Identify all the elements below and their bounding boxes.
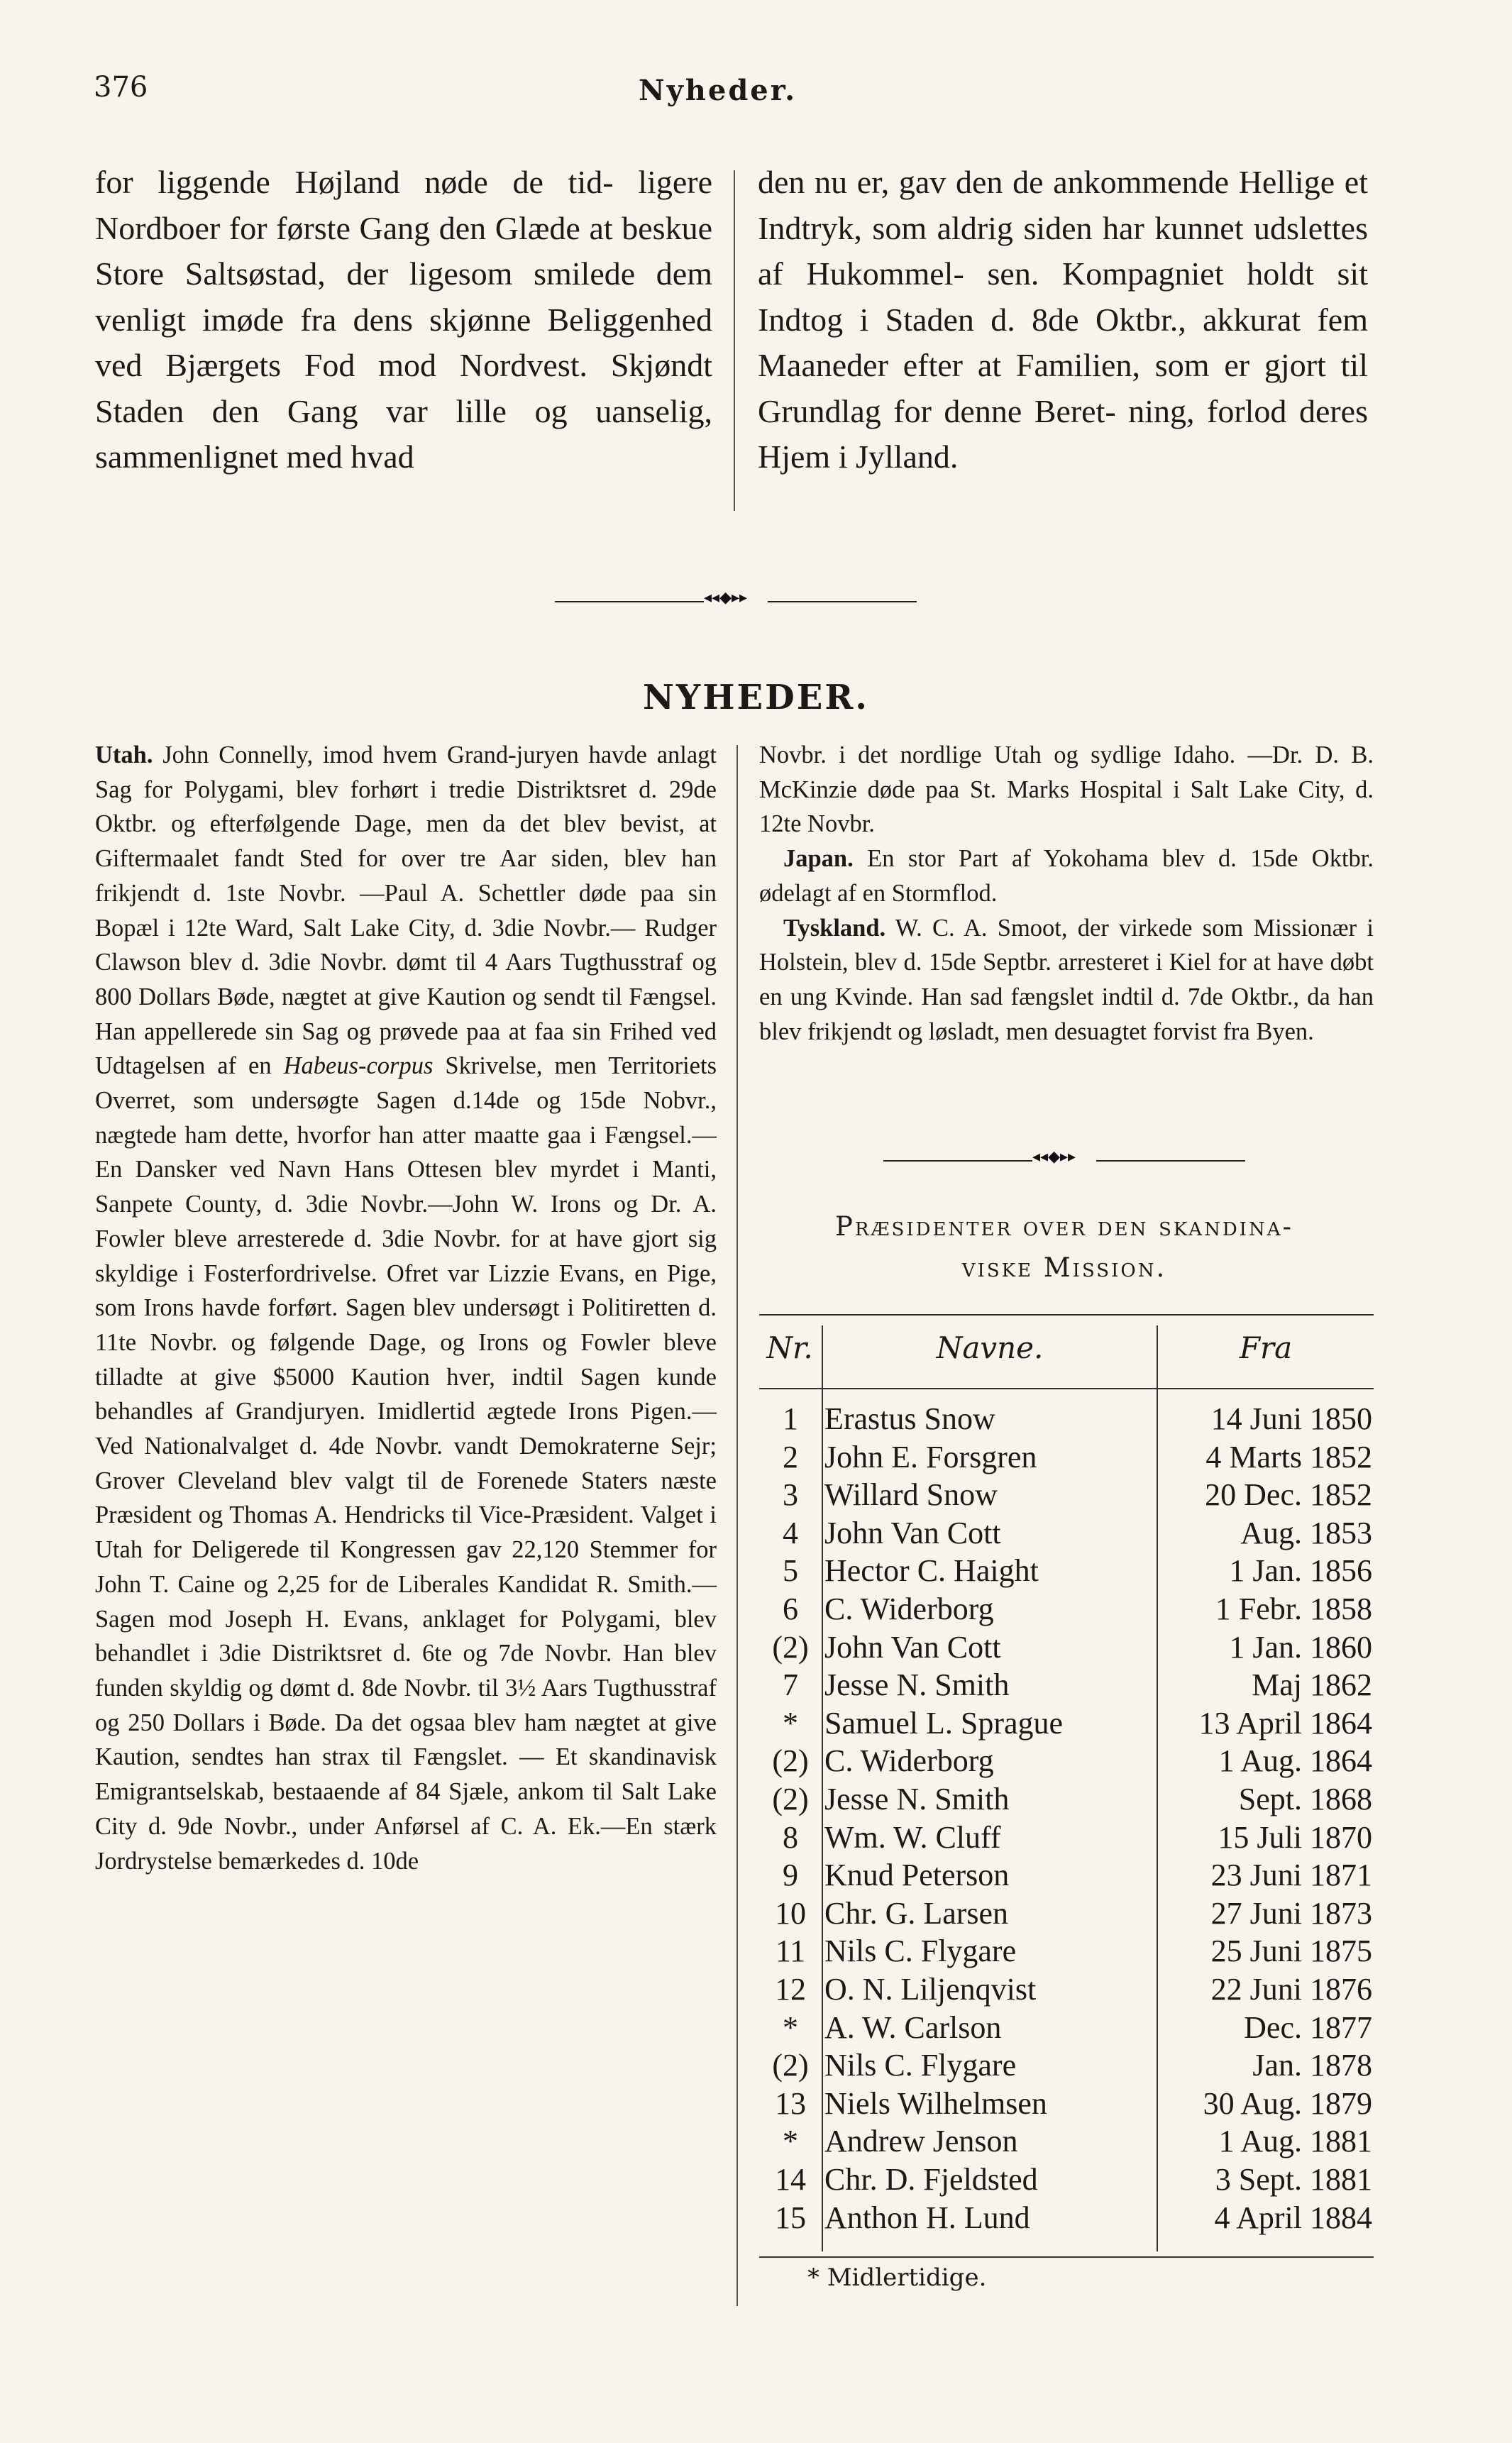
- row-number: 5: [783, 1553, 798, 1589]
- page-header: [0, 71, 1512, 114]
- row-name: Chr. D. Fjeldsted: [824, 2162, 1038, 2197]
- table-row: [759, 1742, 1374, 1780]
- news-right-column: [759, 738, 1374, 1049]
- row-number: 3: [783, 1477, 798, 1513]
- presidents-title-line2: viske Mission.: [961, 1252, 1167, 1283]
- table-row: [759, 2199, 1374, 2237]
- table-row: [759, 1552, 1374, 1590]
- news-left-column: [95, 738, 717, 1878]
- row-date: Maj 1862: [1252, 1667, 1372, 1703]
- row-number: 1: [783, 1401, 798, 1436]
- row-number: (2): [772, 1743, 809, 1779]
- row-name: Jesse N. Smith: [824, 1667, 1010, 1703]
- row-number: 14: [775, 2162, 806, 2197]
- row-number: 12: [775, 1972, 806, 2007]
- utah-label: Utah.: [95, 741, 153, 768]
- row-date: 1 Jan. 1856: [1229, 1553, 1372, 1589]
- table-row: [759, 2161, 1374, 2199]
- row-date: 4 April 1884: [1214, 2200, 1372, 2235]
- running-head: Nyheder.: [639, 74, 798, 107]
- row-name: C. Widerborg: [824, 1592, 994, 1626]
- utah-text-1: John Connelly, imod hvem Grand-juryen havde anlagt Sag for Polygami, blev forhørt i tredie Distriktsret d. 29de Oktbr. og efterfølgende Dage, men da det blev bevist, at Giftermaalet fandt Sted for over tre Aar siden, blev han frikjendt d. 1ste Novbr. —Paul A. Schettler døde paa sin Bopæl i 12te Ward, Salt Lake City, d. 3die Novbr.— Rudger Clawson blev d. 3die Novbr. dømt til 4 Aars Tugthusstraf og 800 Dollars Bøde, nægtet at give Kaution og sendt til Fængsel. Han appellerede sin Sag og prøvede paa at faa sin Frihed ved Udtagelsen af en: [95, 741, 717, 1080]
- row-name: O. N. Liljenqvist: [824, 1972, 1037, 2007]
- japan-label: Japan.: [783, 845, 854, 873]
- row-name: Samuel L. Sprague: [824, 1705, 1064, 1741]
- row-name: Nils C. Flygare: [824, 2048, 1017, 2083]
- row-date: 1 Aug. 1881: [1218, 2124, 1372, 2159]
- utah-text-2: Skrivelse, men Territoriets Overret, som undersøgte Sagen d.14de og 15de Nobvr., nægtede ham dette, hvorfor han atter maatte gaa i Fængsel.—En Dansker ved Navn Hans Ottesen blev myrdet i Manti, Sanpete County, d. 3die Novbr.—John W. Irons og Dr. A. Fowler bleve arresterede d. 3die Novbr. for at have gjort sig skyldige i Fosterfordrivelse. Ofret var Lizzie Evans, en Pige, som Irons havde forført. Sagen blev undersøgt i Politiretten d. 11te Novbr. og følgende Dage, og Irons og Fowler bleve tilladte at give $5000 Kaution hver, indtil Sagen kunde behandles af Grandjuryen. Imidlertid ægtede Irons Pigen.—Ved Nationalvalget d. 4de Novbr. vandt Demokraterne Sejr; Grover Cleveland blev valgt til de Forenede Staters næste Præsident og Thomas A. Hendricks til Vice-Præsident. Valget i Utah for Deligerede til Kongressen gav 22,120 Stemmer for John T. Caine og 2,25 for de Liberales Kandidat R. Smith.—Sagen mod Joseph H. Evans, anklaget for Polygami, blev behandlet i 3die Distriktsret d. 6te og 7de Novbr. Han blev funden skyldig og dømt d. 8de Novbr. til 3½ Aars Tugthusstraf og 250 Dollars i Bøde. Da det ogsaa blev ham nægtet at give Kaution, sendtes han strax til Fængslet. — Et skandinavisk Emigrantselskab, bestaaende af 84 Sjæle, ankom til Salt Lake City d. 9de Novbr., under Anførsel af C. A. Ek.—En stærk Jordrystelse bemærkedes d. 10de: [95, 1052, 717, 1875]
- row-number: 7: [783, 1667, 798, 1703]
- section-title: NYHEDER.: [643, 678, 869, 717]
- germany-paragraph: [759, 911, 1374, 1049]
- row-number: (2): [772, 1782, 809, 1816]
- row-date: 23 Juni 1871: [1210, 1858, 1372, 1893]
- row-number: *: [783, 2009, 798, 2045]
- row-name: John Van Cott: [824, 1515, 1001, 1550]
- germany-label: Tyskland.: [783, 914, 886, 942]
- table-row: [759, 1895, 1374, 1933]
- table-row: [759, 1438, 1374, 1477]
- row-name: John Van Cott: [824, 1629, 1001, 1665]
- header-nr: Nr.: [766, 1330, 813, 1365]
- table-row: [759, 1780, 1374, 1819]
- row-name: Jesse N. Smith: [824, 1782, 1010, 1816]
- utah-paragraph: [95, 738, 717, 1878]
- table-row: [759, 1932, 1374, 1970]
- row-number: 8: [783, 1819, 798, 1855]
- row-name: Nils C. Flygare: [824, 1934, 1017, 1969]
- row-date: 1 Febr. 1858: [1215, 1592, 1372, 1626]
- row-name: Wm. W. Cluff: [824, 1819, 1001, 1855]
- column-divider-bottom: [736, 745, 738, 2306]
- japan-paragraph: [759, 842, 1374, 910]
- row-date: 3 Sept. 1881: [1215, 2162, 1372, 2197]
- row-number: 13: [775, 2085, 806, 2121]
- row-number: *: [783, 1705, 798, 1741]
- row-date: 1 Jan. 1860: [1229, 1629, 1372, 1665]
- table-row: [759, 1970, 1374, 2009]
- row-number: (2): [772, 1629, 809, 1665]
- table-row: [759, 2009, 1374, 2047]
- table-row: [759, 1856, 1374, 1895]
- row-number: 9: [783, 1858, 798, 1893]
- table-row: [759, 1590, 1374, 1628]
- table-top-rule: [759, 1314, 1374, 1316]
- row-name: Knud Peterson: [824, 1858, 1010, 1893]
- top-left-column: [95, 160, 712, 480]
- table-row: [759, 2122, 1374, 2161]
- presidents-title: [759, 1206, 1369, 1289]
- ornament-divider: ◂◂◆▸▸: [555, 595, 917, 609]
- presidents-title-line1: Præsidenter over den skandina-: [835, 1211, 1293, 1242]
- row-date: 25 Juni 1875: [1210, 1934, 1372, 1969]
- table-row: [759, 2085, 1374, 2123]
- row-name: Willard Snow: [824, 1477, 998, 1513]
- row-name: Chr. G. Larsen: [824, 1895, 1009, 1931]
- table-header-rule: [759, 1388, 1374, 1389]
- row-date: 4 Marts 1852: [1205, 1439, 1372, 1474]
- top-right-column: [758, 160, 1368, 480]
- row-date: 1 Aug. 1864: [1218, 1743, 1372, 1779]
- utah-continued: Novbr. i det nordlige Utah og sydlige Idaho. —Dr. D. B. McKinzie døde paa St. Marks Hospital i Salt Lake City, d. 12te Novbr.: [759, 741, 1374, 838]
- row-number: 11: [775, 1934, 806, 1969]
- row-date: 30 Aug. 1879: [1203, 2085, 1372, 2121]
- row-number: 2: [783, 1439, 798, 1474]
- row-date: 14 Juni 1850: [1210, 1401, 1372, 1436]
- table-row: [759, 1628, 1374, 1667]
- row-number: 6: [783, 1592, 798, 1626]
- table-bottom-rule: [759, 2256, 1374, 2258]
- japan-text: En stor Part af Yokohama blev d. 15de Oktbr. ødelagt af en Stormflod.: [759, 845, 1374, 907]
- row-date: 22 Juni 1876: [1210, 1972, 1372, 2007]
- row-date: Dec. 1877: [1244, 2009, 1372, 2045]
- row-date: 15 Juli 1870: [1218, 1819, 1372, 1855]
- header-name: Navne.: [936, 1330, 1044, 1365]
- page-number: 376: [94, 71, 148, 104]
- table-row: [759, 1514, 1374, 1553]
- column-divider-top: [734, 170, 735, 511]
- row-number: (2): [772, 2048, 809, 2083]
- table-row: [759, 2046, 1374, 2085]
- row-name: Niels Wilhelmsen: [824, 2085, 1047, 2121]
- top-left-paragraph: for liggende Højland nøde de tid- ligere Nordboer for første Gang den Glæde at beskue Store Saltsøstad, der ligesom smilede dem venligt imøde fra dens skjønne Beliggenhed ved Bjærgets Fod mod Nordvest. Skjøndt Staden den Gang var lille og uanselig, sammenlignet med hvad: [95, 164, 712, 475]
- row-date: 13 April 1864: [1198, 1705, 1372, 1741]
- row-name: Andrew Jenson: [824, 2124, 1018, 2159]
- table-row: [759, 1400, 1374, 1438]
- row-name: John E. Forsgren: [824, 1439, 1037, 1474]
- row-number: 15: [775, 2200, 806, 2235]
- row-number: 10: [775, 1895, 806, 1931]
- row-name: Anthon H. Lund: [824, 2200, 1030, 2235]
- table-row: [759, 1476, 1374, 1514]
- header-from: Fra: [1239, 1330, 1293, 1365]
- row-date: Aug. 1853: [1240, 1515, 1372, 1550]
- footnote: * Midlertidige.: [807, 2263, 987, 2292]
- row-name: A. W. Carlson: [824, 2009, 1002, 2045]
- row-date: 20 Dec. 1852: [1205, 1477, 1372, 1513]
- habeas-term: Habeus-corpus: [283, 1052, 434, 1080]
- top-right-paragraph: den nu er, gav den de ankommende Hellige et Indtryk, som aldrig siden har kunnet udslettes af Hukommel- sen. Kompagniet holdt sit Indtog i Staden d. 8de Oktbr., akkurat fem Maaneder efter at Familien, som er gjort til Grundlag for denne Beret- ning, forlod deres Hjem i Jylland.: [758, 164, 1368, 475]
- row-name: C. Widerborg: [824, 1743, 994, 1779]
- row-name: Erastus Snow: [824, 1401, 995, 1436]
- row-date: Sept. 1868: [1238, 1782, 1372, 1816]
- row-date: 27 Juni 1873: [1210, 1895, 1372, 1931]
- germany-text: W. C. A. Smoot, der virkede som Missionær i Holstein, blev d. 15de Septbr. arresteret i Kiel for at have døbt en ung Kvinde. Han sad fængslet indtil d. 7de Oktbr., da han blev frikjendt og løsladt, men desuagtet forvist fra Byen.: [759, 914, 1374, 1045]
- row-number: 4: [783, 1515, 798, 1550]
- row-date: Jan. 1878: [1252, 2048, 1372, 2083]
- table-row: [759, 1819, 1374, 1857]
- row-name: Hector C. Haight: [824, 1553, 1039, 1589]
- row-number: *: [783, 2124, 798, 2159]
- table-row: [759, 1704, 1374, 1743]
- table-row: [759, 1666, 1374, 1704]
- ornament-divider-2: ◂◂◆▸▸: [883, 1154, 1245, 1168]
